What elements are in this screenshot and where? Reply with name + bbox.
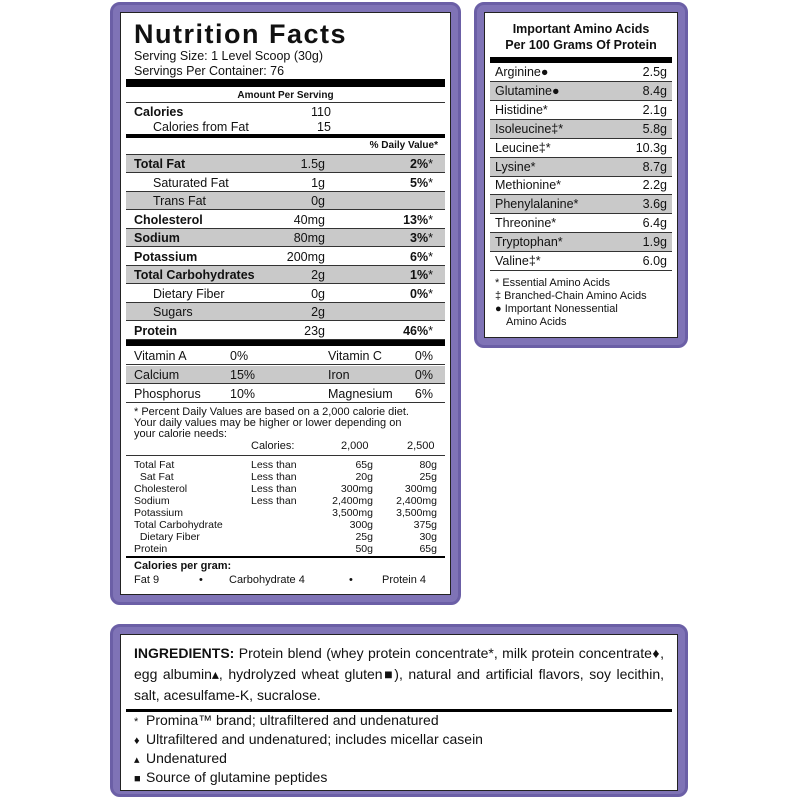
amino-acid-name: Threonine* [495, 216, 557, 231]
note-marker: * [134, 716, 139, 728]
nutrient-row [126, 155, 445, 173]
amino-acids-title: Important Amino Acids Per 100 Grams Of Protein [505, 22, 657, 52]
reference-condition: Less than [251, 459, 297, 471]
amino-acid-row [490, 82, 672, 101]
cpg-protein: Protein 4 [382, 574, 427, 586]
legend-branched-chain: ‡ Branched-Chain Amino Acids [495, 290, 647, 302]
ingredient-note [134, 731, 483, 747]
nutrient-row [126, 211, 445, 229]
daily-value-percent: 1% [410, 268, 429, 282]
amino-acid-name: Lysine* [495, 159, 536, 174]
vitamin-row [126, 385, 445, 403]
ingredients-list: Protein blend (whey protein concentrate*, milk protein concentrate♦, egg albumin▴, hydrolyzed wheat gluten■), natural and artificial flavors, soy lecithin, salt, acesulfame-K, sucralose. [134, 645, 665, 703]
vitamin-label: Vitamin C [328, 349, 382, 363]
daily-value-asterisk: * [428, 249, 433, 264]
nutrient-row [126, 192, 445, 210]
ingredients-text [134, 643, 664, 706]
reference-2000: 20g [355, 471, 373, 483]
amount-per-serving: Amount Per Serving [126, 87, 445, 103]
note-text: Source of glutamine peptides [146, 769, 328, 785]
ingredients-panel [120, 634, 678, 791]
reference-2500: 2,400mg [396, 495, 437, 507]
nutrient-row [126, 285, 445, 303]
footnote-line-3: your calorie needs: [134, 428, 227, 440]
daily-value-asterisk: * [428, 286, 433, 301]
reference-2500: 3,500mg [396, 507, 437, 519]
nutrition-facts-panel [120, 12, 451, 595]
calories-per-gram-title: Calories per gram: [134, 560, 232, 572]
amino-acid-value: 10.3g [635, 140, 667, 155]
daily-value-percent: 46% [403, 323, 429, 338]
amino-acid-value: 6.4g [642, 216, 667, 231]
vitamin-row [126, 347, 445, 365]
amino-acid-row [490, 176, 672, 195]
medium-divider [126, 134, 445, 138]
nutrient-amount: 2g [311, 305, 325, 319]
amino-acid-value: 3.6g [642, 197, 667, 212]
nutrient-amount: 80mg [293, 231, 325, 245]
calories-header: Calories: [251, 440, 295, 452]
amino-acid-name: Glutamine● [495, 83, 560, 98]
nutrient-daily-value [403, 324, 433, 338]
nutrient-label: Cholesterol [134, 212, 203, 227]
nutrient-daily-value [410, 287, 433, 301]
reference-2000: 300mg [340, 483, 373, 495]
reference-2000: 25g [355, 531, 373, 543]
reference-2500: 300mg [404, 483, 437, 495]
amino-acid-value: 1.9g [642, 235, 667, 250]
amino-acid-name: Valine‡* [495, 254, 541, 268]
calories-from-fat-label: Calories from Fat [153, 120, 249, 134]
amino-acid-name: Arginine● [495, 65, 549, 79]
ingredient-note [134, 712, 439, 728]
vitamin-value: 0% [414, 349, 433, 363]
thick-divider [126, 79, 445, 87]
legend-nonessential-cont: Amino Acids [506, 316, 567, 328]
legend-nonessential: ● Important Nonessential [495, 303, 618, 315]
amino-acid-value: 2.1g [642, 102, 667, 117]
vitamin-value: 0% [230, 349, 249, 363]
amino-acid-row [490, 158, 672, 177]
reference-condition: Less than [251, 471, 297, 483]
ingredient-note [134, 750, 227, 766]
nutrient-row [126, 174, 445, 192]
nutrient-row [126, 322, 445, 340]
thick-divider [126, 340, 445, 346]
daily-value-percent: 0% [410, 286, 429, 301]
nutrient-daily-value [403, 213, 433, 227]
reference-condition: Less than [251, 495, 297, 507]
nutrient-label: Trans Fat [153, 194, 207, 208]
nutrient-daily-value [410, 268, 433, 282]
reference-nutrient: Sat Fat [134, 471, 174, 483]
daily-value-asterisk: * [428, 323, 433, 338]
nutrient-label: Protein [134, 323, 178, 338]
amino-acid-value: 2.5g [642, 65, 667, 79]
nutrient-amount: 23g [304, 323, 325, 338]
daily-value-asterisk: * [428, 212, 433, 227]
amino-acid-row [490, 252, 672, 271]
amino-acids-panel [484, 12, 678, 338]
reference-nutrient: Cholesterol [134, 483, 188, 495]
nutrition-facts-title: Nutrition Facts [134, 19, 348, 49]
nutrient-row [126, 229, 445, 247]
nutrient-label: Sodium [134, 231, 180, 245]
cpg-fat: Fat 9 [134, 574, 160, 586]
nutrient-label: Sugars [153, 305, 193, 319]
amino-acid-value: 5.8g [642, 121, 667, 136]
reference-nutrient: Potassium [134, 507, 184, 519]
reference-2500: 30g [419, 531, 437, 543]
nutrient-label: Total Fat [134, 157, 186, 171]
nutrient-row [126, 303, 445, 321]
reference-2500: 65g [419, 543, 437, 555]
reference-2000: 2,400mg [332, 495, 373, 507]
reference-nutrient: Total Fat [134, 459, 175, 471]
nutrient-amount: 1g [311, 175, 325, 190]
serving-size: Serving Size: 1 Level Scoop (30g) [134, 49, 323, 63]
note-marker: ■ [134, 773, 141, 785]
amino-acid-row [490, 63, 672, 82]
daily-value-asterisk: * [428, 157, 433, 171]
nutrient-row [126, 266, 445, 284]
legend-essential: * Essential Amino Acids [495, 277, 610, 289]
amino-acid-value: 8.7g [642, 159, 667, 174]
vitamin-label: Magnesium [328, 387, 393, 401]
daily-value-asterisk: * [428, 175, 433, 190]
reference-2500: 80g [419, 459, 437, 471]
daily-value-percent: 6% [410, 249, 429, 264]
daily-value-percent: 3% [410, 231, 429, 245]
daily-value-percent: 2% [410, 157, 429, 171]
nutrient-amount: 40mg [293, 212, 325, 227]
daily-value-asterisk: * [428, 231, 433, 245]
daily-value-percent: 5% [410, 175, 429, 190]
amino-acid-row [490, 101, 672, 120]
amino-acid-row [490, 195, 672, 214]
nutrient-amount: 0g [311, 194, 325, 208]
cpg-bullet: • [349, 574, 353, 586]
calories-from-fat-value: 15 [317, 120, 331, 134]
amino-acid-value: 8.4g [642, 83, 667, 98]
amino-acid-row [490, 139, 672, 158]
vitamin-value: 15% [230, 368, 256, 382]
nutrient-amount: 0g [311, 286, 325, 301]
nutrient-daily-value [410, 231, 433, 245]
reference-2000: 65g [355, 459, 373, 471]
nutrient-label: Potassium [134, 249, 198, 264]
reference-2000: 3,500mg [332, 507, 373, 519]
calories-2500: 2,500 [407, 440, 435, 452]
vitamin-label: Phosphorus [134, 387, 201, 401]
nutrient-row [126, 248, 445, 266]
amino-acid-name: Phenylalanine* [495, 197, 579, 212]
vitamin-value: 10% [230, 387, 256, 401]
nutrient-amount: 2g [311, 268, 325, 282]
note-text: Ultrafiltered and undenatured; includes micellar casein [146, 731, 483, 747]
vitamin-label: Calcium [134, 368, 180, 382]
nutrient-daily-value [410, 250, 433, 264]
note-marker: ▴ [134, 754, 140, 766]
vitamin-label: Vitamin A [134, 349, 187, 363]
amino-acid-name: Tryptophan* [495, 235, 563, 250]
footnote-line-2: Your daily values may be higher or lower depending on [134, 417, 402, 429]
amino-acid-value: 2.2g [642, 178, 667, 193]
nutrient-label: Dietary Fiber [153, 286, 225, 301]
ingredients-label: INGREDIENTS: [134, 645, 235, 661]
amino-acid-name: Isoleucine‡* [495, 121, 564, 136]
reference-condition: Less than [251, 483, 297, 495]
cpg-bullet: • [199, 574, 203, 586]
cpg-carbohydrate: Carbohydrate 4 [229, 574, 305, 586]
amino-acid-row [490, 233, 672, 252]
nutrient-daily-value [410, 176, 433, 190]
note-text: Undenatured [146, 750, 227, 766]
nutrient-label: Saturated Fat [153, 175, 229, 190]
amino-acid-row [490, 214, 672, 233]
amino-acid-row [490, 120, 672, 139]
ingredient-note [134, 769, 327, 785]
reference-nutrient: Sodium [134, 495, 170, 507]
nutrient-label: Total Carbohydrates [134, 268, 255, 282]
nutrient-amount: 200mg [286, 249, 325, 264]
daily-value-asterisk: * [428, 268, 433, 282]
vitamin-value: 6% [414, 387, 433, 401]
amino-acid-value: 6.0g [642, 254, 667, 268]
daily-value-header: % Daily Value* [369, 140, 438, 151]
nutrient-amount: 1.5g [300, 157, 325, 171]
reference-nutrient: Protein [134, 543, 168, 555]
reference-2500: 25g [419, 471, 437, 483]
vitamin-row [126, 366, 445, 384]
servings-per-container: Servings Per Container: 76 [134, 64, 285, 78]
nutrient-daily-value [410, 157, 433, 171]
calories-label: Calories [134, 105, 184, 119]
reference-nutrient: Dietary Fiber [134, 531, 200, 543]
reference-2500: 375g [413, 519, 437, 531]
amino-acid-name: Histidine* [495, 102, 548, 117]
reference-nutrient: Total Carbohydrate [134, 519, 223, 531]
calories-value: 110 [311, 105, 331, 119]
note-marker: ♦ [134, 735, 140, 747]
calories-2000: 2,000 [341, 440, 369, 452]
vitamin-label: Iron [328, 368, 350, 382]
footnote-line-1: * Percent Daily Values are based on a 2,000 calorie diet. [134, 406, 409, 418]
amino-acid-name: Leucine‡* [495, 140, 551, 155]
daily-value-percent: 13% [403, 212, 429, 227]
reference-2000: 50g [355, 543, 373, 555]
amino-acid-name: Methionine* [495, 178, 562, 193]
reference-2000: 300g [349, 519, 373, 531]
vitamin-value: 0% [414, 368, 433, 382]
note-text: Promina™ brand; ultrafiltered and undenatured [146, 712, 439, 728]
